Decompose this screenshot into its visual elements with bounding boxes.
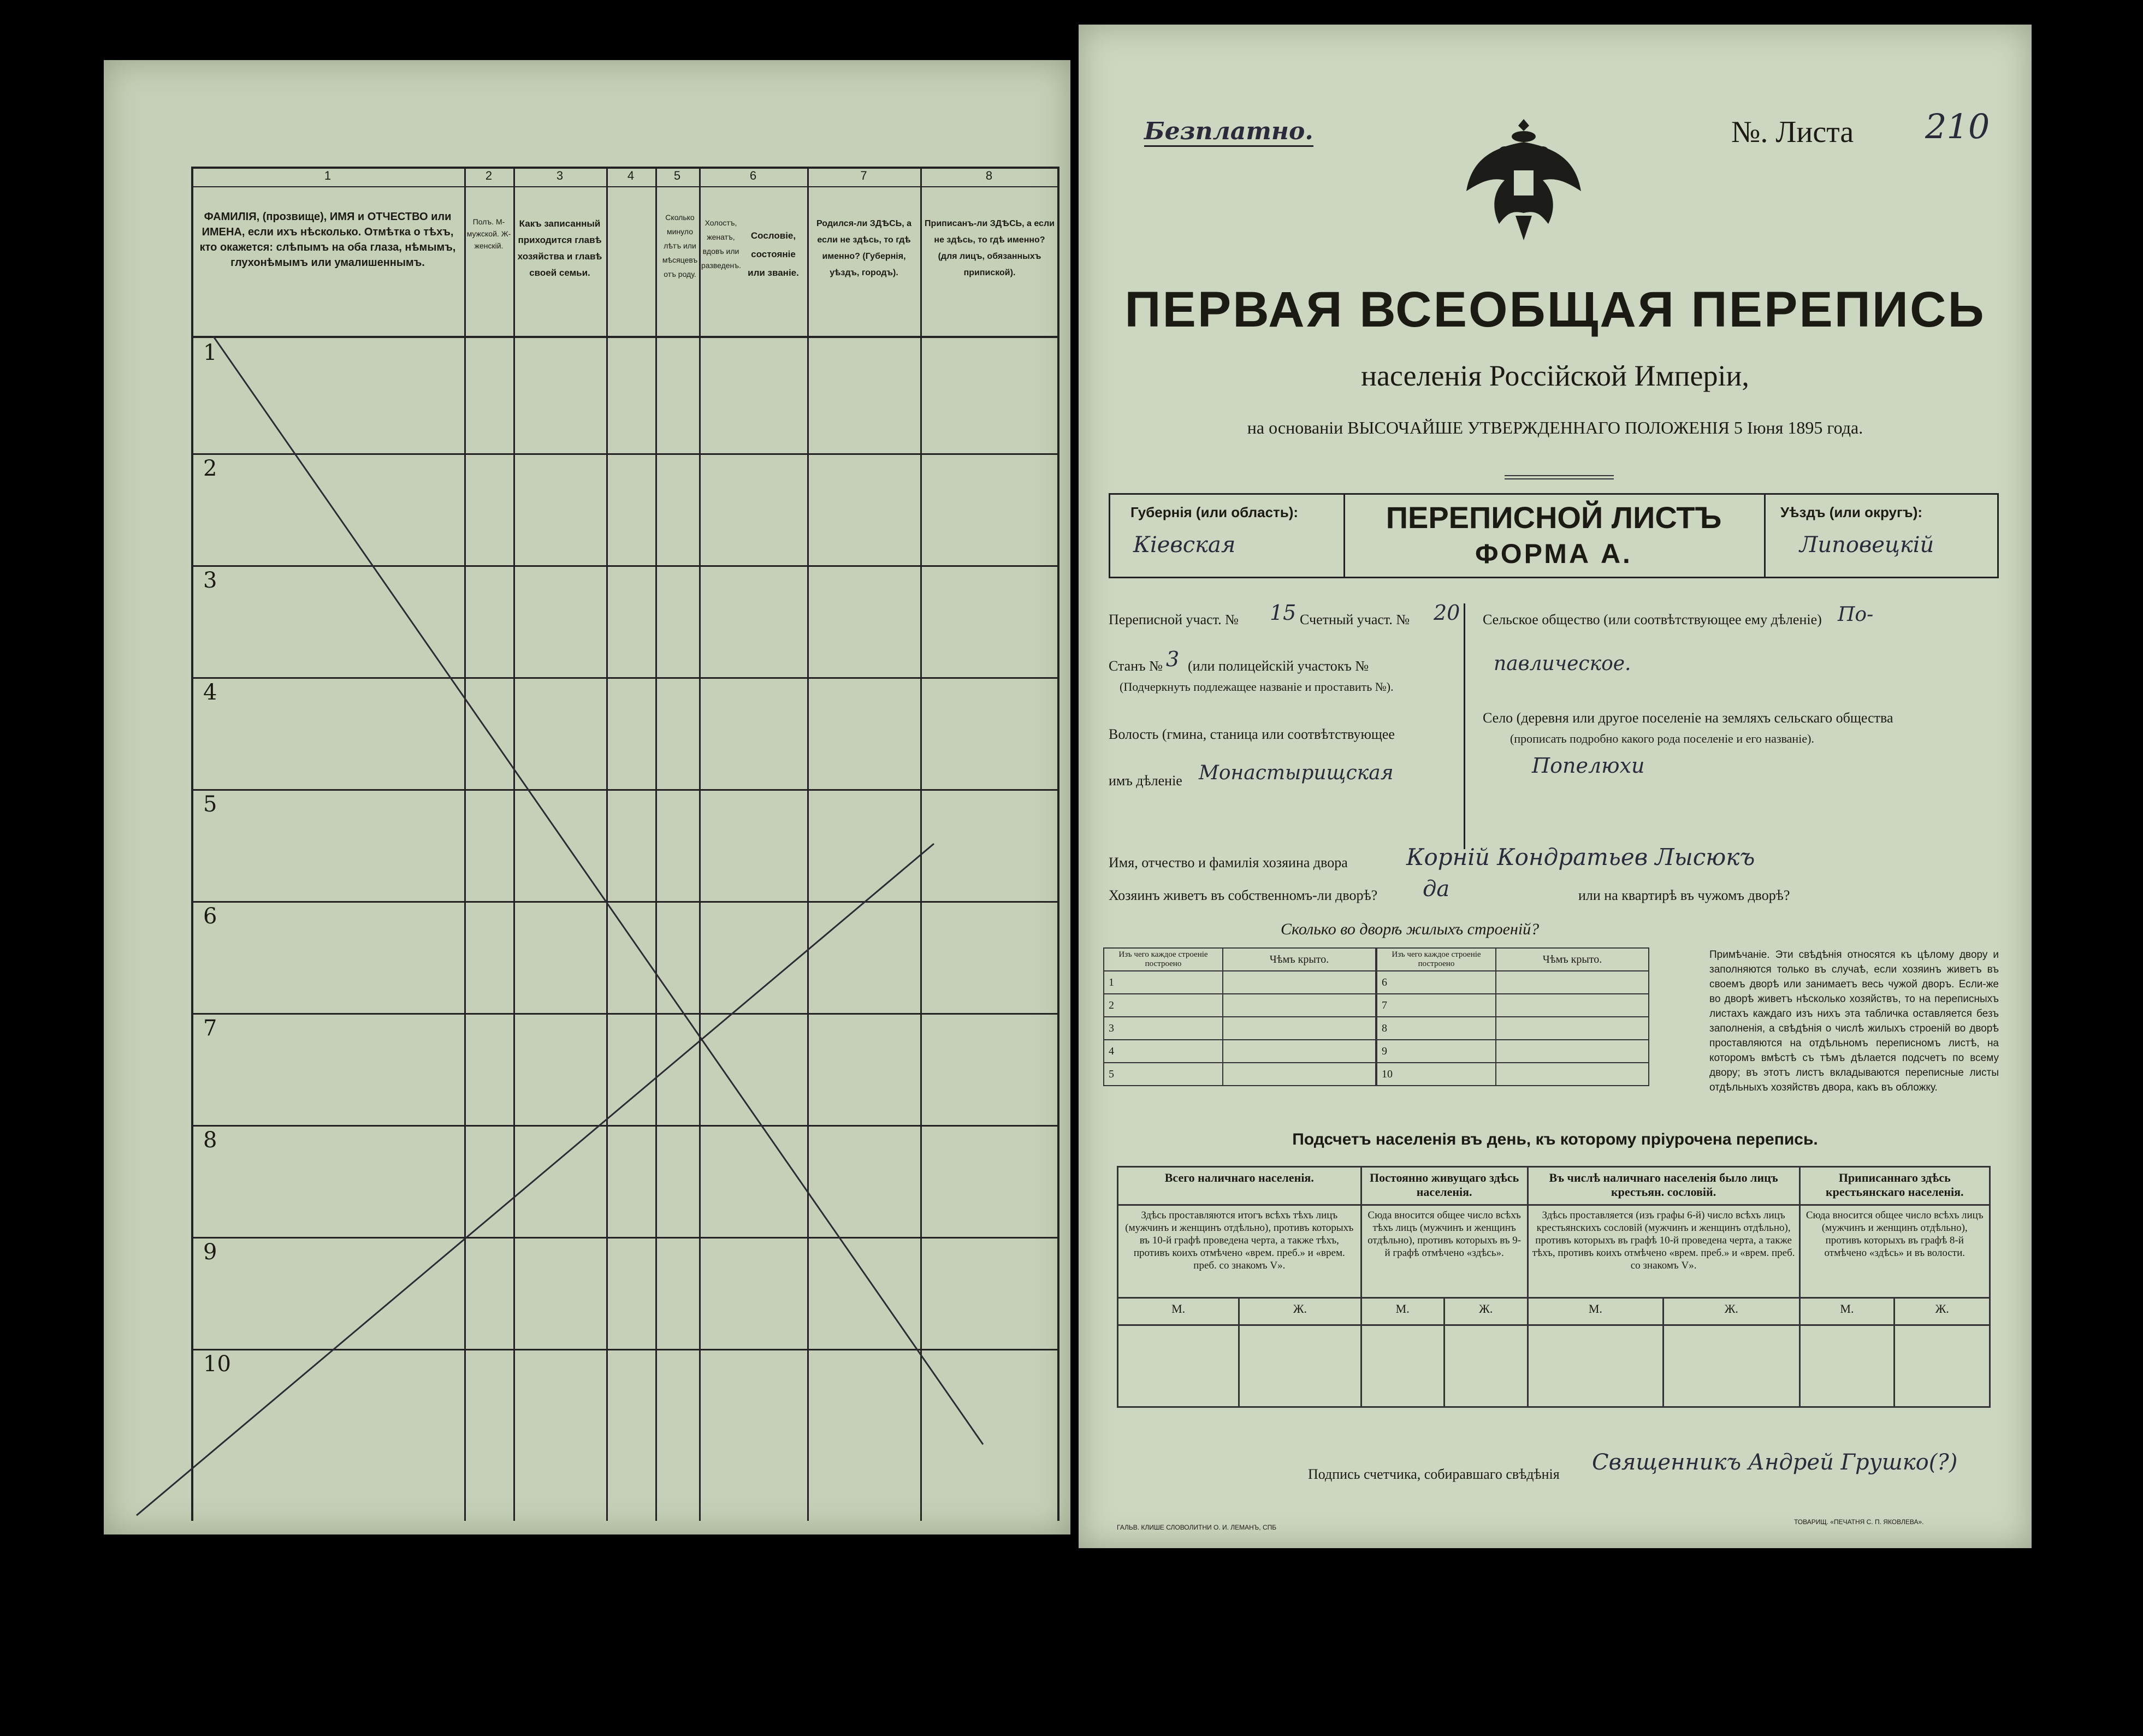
col-number: 3 xyxy=(556,169,564,182)
form-sub: ФОРМА А. xyxy=(1475,538,1632,569)
free-label: Безплатно. xyxy=(1144,117,1313,147)
row-number: 7 xyxy=(203,1016,217,1041)
bld-row: 1 xyxy=(1104,971,1223,994)
male-label: М. xyxy=(1799,1298,1895,1325)
bld-row: 6 xyxy=(1377,971,1496,994)
left-table xyxy=(191,167,1059,1521)
left-page xyxy=(104,60,1070,1534)
row-number: 6 xyxy=(203,904,217,929)
col-number: 2 xyxy=(485,169,493,182)
society-label: Сельское общество (или соотвѣтствующее ему дѣленіе) xyxy=(1483,612,1822,627)
col-header-sex: Полъ. М-мужской. Ж-женскій. xyxy=(466,217,511,250)
stan-note: (Подчеркнуть подлежащее названіе и проставить №). xyxy=(1120,680,1394,694)
count-section-value: 20 xyxy=(1434,601,1460,625)
count-col-head: Всего наличнаго населенія. xyxy=(1118,1167,1361,1205)
bld-row: 9 xyxy=(1377,1040,1496,1063)
rented-label: или на квартирѣ въ чужомъ дворѣ? xyxy=(1578,887,1790,903)
owner-value: Корній Кондратьев Лысюкъ xyxy=(1406,844,1755,870)
bld-head-material: Изъ чего каждое строеніе построено xyxy=(1377,948,1496,971)
fields-divider xyxy=(1464,603,1465,849)
guberniya-value: Кіевская xyxy=(1133,532,1236,558)
row-number: 1 xyxy=(203,340,217,365)
printer-left: ГАЛЬВ. КЛИШЕ СЛОВОЛИТНИ О. И. ЛЕМАНЪ, СПБ xyxy=(1117,1524,1277,1531)
bld-head-material: Изъ чего каждое строеніе построено xyxy=(1104,948,1223,971)
population-count-table xyxy=(1117,1166,1991,1408)
stan-label: Станъ № xyxy=(1109,658,1163,674)
count-section-label: Счетный участ. № xyxy=(1300,612,1410,627)
own-house-value: да xyxy=(1423,876,1450,902)
selo-note: (прописать подробно какого рода поселеніе и его названіе). xyxy=(1510,732,1814,745)
owner-label: Имя, отчество и фамилія хозяина двора xyxy=(1109,855,1348,870)
col-number: 1 xyxy=(324,169,331,182)
col-number: 8 xyxy=(985,169,993,182)
sheet-label: №. Листа xyxy=(1731,115,1854,149)
col-number: 7 xyxy=(860,169,867,182)
row-number: 4 xyxy=(203,680,217,705)
bld-row: 8 xyxy=(1377,1017,1496,1040)
female-label: Ж. xyxy=(1444,1298,1528,1325)
right-page xyxy=(1079,25,2032,1548)
volost-label-2: имъ дѣленіе xyxy=(1109,773,1182,789)
signature-label: Подпись счетчика, собиравшаго свѣдѣнія xyxy=(1308,1466,1560,1482)
female-label: Ж. xyxy=(1664,1298,1799,1325)
cross-out-strokes xyxy=(131,336,1070,1537)
bld-row: 5 xyxy=(1104,1063,1223,1086)
census-subtitle: населенія Россійской Имперіи, xyxy=(1361,359,1749,392)
census-section-value: 15 xyxy=(1270,601,1297,625)
buildings-note: Примѣчаніе. Эти свѣдѣнія относятся къ цѣлому двору и заполняются только въ случаѣ, если хозяинъ живетъ въ своемъ дворѣ или занимаетъ весь чужой дворъ. Если-же во дворѣ живетъ нѣсколько хозяйствъ, то на переписныхъ листахъ каждаго изъ нихъ эта табличка оставляется безъ заполненія, а свѣдѣнія о числѣ жилыхъ строеній во дворѣ проставляются на отдѣльномъ переписномъ листѣ, на которомъ вмѣстѣ съ тѣмъ дѣлается подсчетъ по всему двору; въ этотъ листъ вкладываются переписные листы отдѣльныхъ хозяйствъ двора, какъ въ обложку. xyxy=(1709,949,1999,1093)
ornament-divider xyxy=(1505,475,1614,479)
col-header-birthplace: Родился-ли ЗДѢСЬ, а если не здѣсь, то гдѣ именно? (Губернія, уѣздъ, городъ). xyxy=(816,219,911,277)
buildings-table-left xyxy=(1103,947,1376,1086)
form-title: ПЕРЕПИСНОЙ ЛИСТЪ xyxy=(1386,500,1722,535)
bld-head-roof: Чѣмъ крыто. xyxy=(1223,948,1376,971)
stan-value: 3 xyxy=(1166,647,1180,671)
uezd-label: Уѣздъ (или округъ): xyxy=(1780,504,1923,520)
census-title: ПЕРВАЯ ВСЕОБЩАЯ ПЕРЕПИСЬ xyxy=(1124,282,1986,337)
female-label: Ж. xyxy=(1239,1298,1361,1325)
col-number: 6 xyxy=(749,169,757,182)
bld-row: 7 xyxy=(1377,994,1496,1017)
col-header-estate-visible: Сословіе, состояніе или званіе. xyxy=(748,230,799,278)
own-house-label: Хозяинъ живетъ въ собственномъ-ли дворѣ? xyxy=(1109,887,1378,903)
row-number: 8 xyxy=(203,1128,217,1153)
female-label: Ж. xyxy=(1895,1298,1990,1325)
bld-row: 3 xyxy=(1104,1017,1223,1040)
bld-row: 2 xyxy=(1104,994,1223,1017)
sheet-number: 210 xyxy=(1925,106,1990,146)
census-basis: на основаніи ВЫСОЧАЙШЕ УТВЕРЖДЕННАГО ПОЛОЖЕНІЯ 5 Іюня 1895 года. xyxy=(1247,418,1863,437)
count-col-desc: Сюда вносится общее число всѣхъ тѣхъ лицъ (мужчинъ и женщинъ отдѣльно), противъ которыхъ въ 9-й графѣ отмѣчено «здѣсь». xyxy=(1361,1205,1528,1298)
selo-value: Попелюхи xyxy=(1532,754,1645,778)
count-col-head: Приписаннаго здѣсь крестьянскаго населенія. xyxy=(1799,1167,1990,1205)
male-label: М. xyxy=(1118,1298,1239,1325)
count-col-desc: Здѣсь проставляется (изъ графы 6-й) число всѣхъ лицъ крестьянскихъ сословій (мужчинъ и женщинъ отдѣльно), противъ которыхъ въ графѣ 10-й проведена черта, а также тѣхъ, противъ коихъ отмѣчено «врем. преб.» и «врем. преб. со знакомъ V». xyxy=(1528,1205,1799,1298)
count-col-desc: Сюда вносится общее число всѣхъ лицъ (мужчинъ и женщинъ отдѣльно), противъ которыхъ въ графѣ 8-й отмѣчено «здѣсь» и въ волости. xyxy=(1799,1205,1990,1298)
printer-right: ТОВАРИЩ. «ПЕЧАТНЯ С. П. ЯКОВЛЕВА». xyxy=(1794,1518,1924,1526)
row-number: 3 xyxy=(203,568,217,593)
bld-row: 4 xyxy=(1104,1040,1223,1063)
male-label: М. xyxy=(1361,1298,1444,1325)
guberniya-label: Губернія (или область): xyxy=(1130,504,1299,520)
volost-value: Монастырищская xyxy=(1199,762,1394,784)
row-number: 2 xyxy=(203,456,217,481)
signature-value: Священникъ Андрей Грушко(?) xyxy=(1592,1450,1958,1475)
col-number: 5 xyxy=(673,169,681,182)
count-col-head: Въ числѣ наличнаго населенія было лицъ крестьян. сословій. xyxy=(1528,1167,1799,1205)
col-header-name: ФАМИЛІЯ, (прозвище), ИМЯ и ОТЧЕСТВО или ИМЕНА, если ихъ нѣсколько. Отмѣтка о тѣхъ, кто окажется: слѣпымъ на оба глаза, нѣмымъ, глухонѣмымъ или умалишеннымъ. xyxy=(199,211,456,269)
census-section-label: Переписной участ. № xyxy=(1109,612,1239,627)
col-header-registered: Приписанъ-ли ЗДѢСЬ, а если не здѣсь, то гдѣ именно? (для лицъ, обязанныхъ припиской). xyxy=(925,219,1055,277)
uezd-value: Липовецкій xyxy=(1799,532,1934,558)
buildings-label: Сколько во дворѣ жилыхъ строеній? xyxy=(1281,920,1540,938)
volost-label: Волость (гмина, станица или соотвѣтствующее xyxy=(1109,726,1395,742)
selo-label: Село (деревня или другое поселеніе на земляхъ сельскаго общества xyxy=(1483,710,1893,726)
bld-row: 10 xyxy=(1377,1063,1496,1086)
buildings-table-right xyxy=(1376,947,1649,1086)
col-header-relation: Какъ записанный приходится главѣ хозяйства и главѣ своей семьи. xyxy=(517,218,602,278)
society-value-2: павлическое. xyxy=(1494,653,1631,675)
col-number: 4 xyxy=(627,169,635,182)
row-number: 9 xyxy=(203,1240,217,1265)
bld-head-roof: Чѣмъ крыто. xyxy=(1496,948,1649,971)
double-headed-eagle-icon xyxy=(1461,115,1586,246)
col-header-age: Сколько минуло лѣтъ или мѣсяцевъ отъ роду. xyxy=(662,213,698,279)
count-title: Подсчетъ населенія въ день, къ которому пріурочена перепись. xyxy=(1292,1130,1818,1148)
society-value-1: По- xyxy=(1838,603,1874,626)
row-number: 10 xyxy=(203,1352,231,1377)
count-col-head: Постоянно живущаго здѣсь населенія. xyxy=(1361,1167,1528,1205)
stan-rest: (или полицейскій участокъ № xyxy=(1188,658,1369,674)
row-number: 5 xyxy=(203,792,217,817)
male-label: М. xyxy=(1528,1298,1663,1325)
count-col-desc: Здѣсь проставляются итогъ всѣхъ тѣхъ лицъ (мужчинъ и женщинъ отдѣльно), противъ которыхъ въ 10-й графѣ проведена черта, а также тѣхъ, противъ коихъ отмѣчено «врем. преб.» и «врем. преб. со знакомъ V». xyxy=(1118,1205,1361,1298)
col-header-marital: Холостъ, женатъ, вдовъ или разведенъ. xyxy=(701,218,741,270)
